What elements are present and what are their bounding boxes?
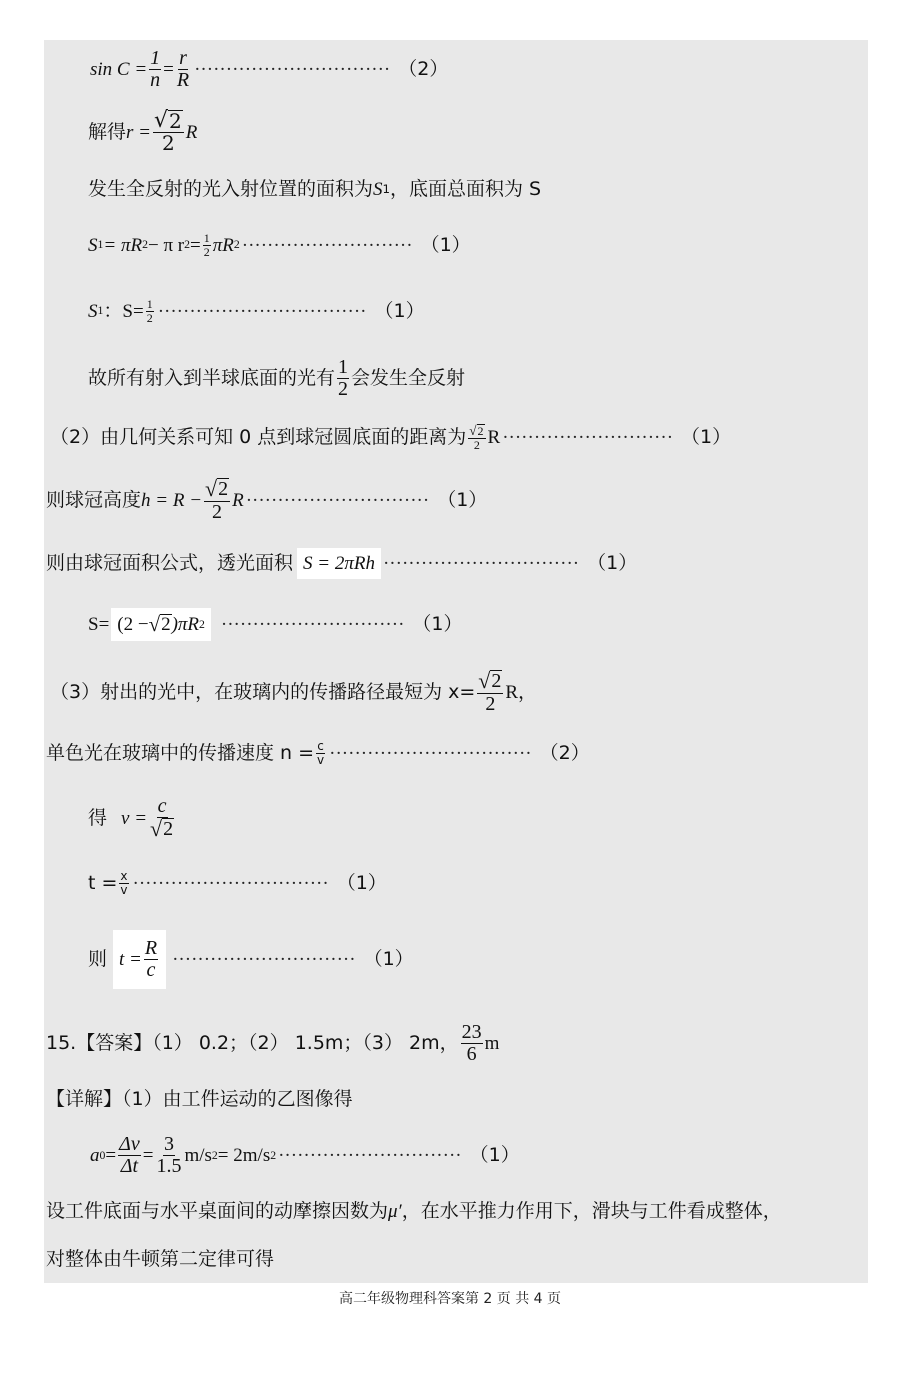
fraction	[118, 1134, 141, 1177]
eq-acceleration	[90, 1134, 520, 1177]
eq-suffix: m	[484, 1033, 500, 1054]
frac-den: 2	[162, 131, 175, 155]
score-mark: （1）	[437, 489, 488, 511]
frac-den: 2	[485, 693, 496, 715]
fraction: √ 2 2	[153, 108, 182, 155]
eq-solve-r	[88, 110, 197, 154]
expr: )πR	[171, 613, 200, 635]
body-text: ，底面总面积为 S	[390, 178, 542, 200]
eq-suffix: R	[232, 490, 244, 511]
expr: (2 −	[117, 613, 149, 635]
frac-num: Δv	[119, 1133, 140, 1155]
body-text: 【详解】（1）由工件运动的乙图像得	[46, 1088, 353, 1110]
frac-num: 3	[163, 1133, 174, 1155]
score-mark: （1）	[420, 233, 471, 256]
symbol: μ′	[388, 1201, 402, 1222]
eq-cap-height	[46, 478, 487, 523]
score-mark: （1）	[374, 299, 425, 322]
fraction	[203, 232, 211, 258]
score-mark: （1）	[587, 552, 638, 574]
frac-den: v	[120, 882, 128, 897]
fraction	[149, 48, 161, 91]
fraction	[461, 1022, 483, 1065]
frac-num: x	[120, 869, 128, 883]
frac-den: 2	[146, 310, 153, 325]
eq-suffix: R	[487, 427, 501, 449]
text-area-s1	[88, 180, 541, 199]
radicand: 2	[161, 614, 171, 635]
fraction	[119, 870, 128, 896]
fraction	[316, 740, 325, 766]
text-conclusion	[88, 357, 465, 400]
eq-time-def	[88, 870, 387, 896]
leader-dots: ·····························	[245, 490, 430, 511]
frac-num: R	[144, 937, 158, 959]
superscript: 2	[142, 238, 148, 252]
leader-dots: ·······························	[132, 872, 329, 894]
leader-dots: ·····························	[220, 613, 405, 635]
leader-dots: ·································	[157, 300, 367, 322]
fraction: √ 2 2	[205, 476, 229, 523]
body-text: 发生全反射的光入射位置的面积为	[88, 178, 374, 200]
expr: ：S=	[103, 300, 144, 322]
body-text: 设工件底面与水平桌面间的动摩擦因数为	[46, 1200, 389, 1222]
superscript: 2	[199, 617, 205, 631]
fraction	[176, 48, 190, 91]
frac-den: Δt	[120, 1155, 139, 1177]
leader-dots: ·······························	[194, 59, 391, 80]
fraction	[146, 298, 154, 324]
score-mark: （1）	[412, 612, 463, 635]
leader-dots: ···························	[502, 427, 674, 449]
body-text: （2）由几何关系可知 0 点到球冠圆底面的距离为	[50, 426, 467, 449]
eq-time-result	[88, 930, 414, 989]
radicand: 2	[491, 670, 502, 692]
superscript: 2	[184, 238, 191, 252]
body-text: 单色光在玻璃中的传播速度 n =	[46, 741, 315, 764]
frac-den: 2	[473, 437, 480, 452]
symbol: S	[373, 179, 383, 200]
frac-den: R	[176, 69, 190, 91]
expr: − π r	[147, 234, 185, 256]
subscript: 1	[97, 304, 104, 318]
body-text: （3）射出的光中，在玻璃内的传播路径最短为 x=	[50, 681, 476, 703]
eq-lhs: r =	[126, 121, 151, 143]
radicand: 2	[169, 109, 182, 133]
text-friction	[46, 1202, 782, 1221]
text-newton	[46, 1250, 274, 1269]
eq-lhs: v =	[121, 808, 148, 829]
frac-den: 6	[466, 1043, 477, 1065]
symbol: S	[88, 300, 98, 322]
answer-15	[46, 1022, 499, 1065]
score-mark: （2）	[398, 58, 449, 80]
eq-sinC	[90, 48, 448, 91]
superscript: 2	[233, 238, 240, 252]
unit: m/s	[184, 1145, 212, 1166]
frac-den: 1.5	[156, 1155, 182, 1177]
symbol: a	[90, 1145, 100, 1166]
fraction	[155, 1134, 182, 1177]
frac-num: 1	[203, 231, 210, 245]
frac-den: v	[317, 752, 325, 767]
radicand: 2	[477, 424, 484, 438]
frac-den: c	[146, 959, 156, 981]
text-cap-area	[46, 548, 637, 579]
answer-text: 15.【答案】（1） 0.2；（2） 1.5m；（3） 2m，	[46, 1032, 459, 1054]
detail-heading	[46, 1090, 353, 1109]
body-text: ，在水平推力作用下，滑块与工件看成整体，	[401, 1200, 782, 1222]
eq-sign: =	[142, 1145, 154, 1166]
radicand: 2	[218, 478, 229, 500]
body-text: 故所有射入到半球底面的光有	[88, 367, 336, 389]
prefix-text: S=	[88, 613, 110, 635]
subscript: 1	[382, 181, 391, 196]
symbol: S	[88, 234, 98, 256]
frac-den: 2	[203, 244, 210, 259]
frac-num: c	[317, 739, 324, 753]
eq-suffix: R，	[505, 682, 538, 703]
leader-dots: ···························	[241, 234, 413, 256]
eq-lhs: sin C =	[90, 59, 148, 80]
leader-dots: ································	[329, 742, 532, 764]
prefix-text: 得	[88, 807, 108, 829]
text-speed	[46, 740, 590, 766]
score-mark: （1）	[681, 426, 732, 449]
eq-lhs: h = R −	[141, 490, 203, 511]
eq-suffix: R	[185, 121, 198, 143]
eq-sign: =	[163, 59, 174, 80]
text-part3-path	[50, 670, 537, 715]
leader-dots: ·······························	[382, 553, 580, 574]
frac-num: c	[157, 795, 167, 817]
formula-box: S = 2πRh	[297, 548, 381, 579]
score-mark: （1）	[363, 948, 414, 970]
leader-dots: ·····························	[278, 1145, 462, 1166]
fraction: √ 2 2	[469, 423, 484, 452]
expr: = 2m/s	[217, 1145, 271, 1166]
eq-sign: =	[190, 234, 201, 256]
score-mark: （1）	[336, 871, 387, 894]
frac-num: 1	[338, 356, 349, 378]
eq-lhs: t =	[88, 871, 118, 894]
leader-dots: ·····························	[172, 949, 356, 970]
prefix-text: 解得	[88, 120, 127, 143]
frac-den: 2	[212, 501, 223, 523]
eq-s1-area	[88, 232, 471, 258]
prefix-text: 则	[88, 948, 108, 970]
page-footer: 高二年级物理科答案第 2 页 共 4 页	[338, 1291, 562, 1307]
frac-num: r	[179, 47, 187, 69]
frac-num: 23	[461, 1021, 482, 1043]
eq-ratio	[88, 298, 425, 324]
fraction	[337, 357, 349, 400]
eq-cap-area-value	[88, 608, 463, 641]
eq-lhs: t =	[119, 949, 142, 970]
text-part2-distance	[50, 424, 731, 452]
expr: πR	[212, 234, 234, 256]
formula-box	[113, 930, 166, 989]
fraction: √ 2 2	[478, 668, 502, 715]
eq-velocity	[88, 796, 177, 841]
expr: = πR	[103, 234, 143, 256]
score-mark: （2）	[539, 741, 590, 764]
frac-num: 1	[150, 47, 161, 69]
fraction	[144, 938, 158, 981]
radicand: 2	[163, 818, 174, 840]
subscript: 0	[99, 1148, 106, 1162]
frac-num: 1	[146, 297, 153, 311]
formula-box: (2 − √ 2 )πR 2	[111, 608, 211, 641]
eq-sign: =	[105, 1145, 117, 1166]
body-text: 会发生全反射	[351, 367, 466, 389]
frac-den: 2	[338, 378, 349, 400]
frac-den: n	[150, 69, 161, 91]
score-mark: （1）	[469, 1144, 520, 1166]
fraction: c √ 2	[150, 795, 174, 841]
body-text: 对整体由牛顿第二定律可得	[46, 1248, 275, 1270]
prefix-text: 则球冠高度	[46, 489, 142, 511]
subscript: 1	[97, 238, 104, 252]
superscript: 2	[211, 1148, 218, 1162]
superscript: 2	[270, 1148, 277, 1162]
body-text: 则由球冠面积公式，透光面积	[46, 552, 294, 574]
